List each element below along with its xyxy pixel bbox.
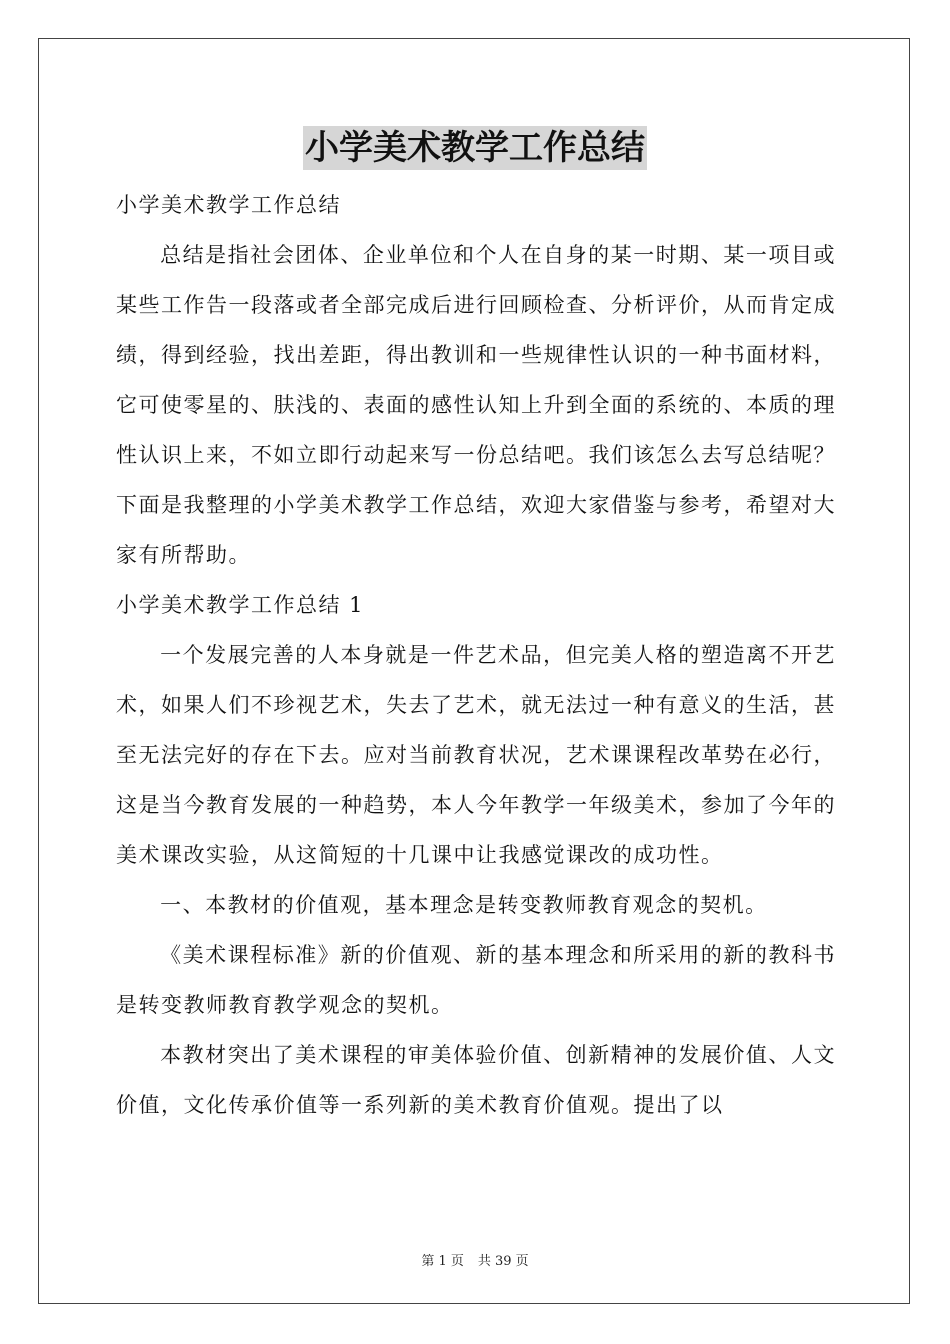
paragraph: 小学美术教学工作总结 1 xyxy=(116,593,365,617)
paragraph: 《美术课程标准》新的价值观、新的基本理念和所采用的新的教科书是转变教师教育教学观念的契机。 xyxy=(116,943,836,1017)
page-footer xyxy=(0,1250,950,1269)
paragraph: 一个发展完善的人本身就是一件艺术品，但完美人格的塑造离不开艺术，如果人们不珍视艺术，失去了艺术，就无法过一种有意义的生活，甚至无法完好的存在下去。应对当前教育状况，艺术课课程改革势在必行，这是当今教育发展的一种趋势，本人今年教学一年级美术，参加了今年的美术课改实验，从这简短的十几课中让我感觉课改的成功性。 xyxy=(116,643,836,867)
page-total: 共 39 页 xyxy=(477,1254,529,1269)
paragraph: 总结是指社会团体、企业单位和个人在自身的某一时期、某一项目或某些工作告一段落或者全部完成后进行回顾检查、分析评价，从而肯定成绩，得到经验，找出差距，得出教训和一些规律性认识的一种书面材料，它可使零星的、肤浅的、表面的感性认知上升到全面的系统的、本质的理性认识上来，不如立即行动起来写一份总结吧。我们该怎么去写总结呢？下面是我整理的小学美术教学工作总结，欢迎大家借鉴与参考，希望对大家有所帮助。 xyxy=(116,243,836,567)
paragraph: 一、本教材的价值观，基本理念是转变教师教育观念的契机。 xyxy=(160,893,768,917)
paragraph: 小学美术教学工作总结 xyxy=(116,193,341,217)
document-title: 小学美术教学工作总结 xyxy=(305,128,645,168)
page-number: 第 1 页 xyxy=(421,1254,464,1269)
title-wrap xyxy=(0,126,950,170)
paragraph: 本教材突出了美术课程的审美体验价值、创新精神的发展价值、人文价值，文化传承价值等一系列新的美术教育价值观。提出了以 xyxy=(116,1043,836,1117)
document-body xyxy=(116,180,836,1130)
